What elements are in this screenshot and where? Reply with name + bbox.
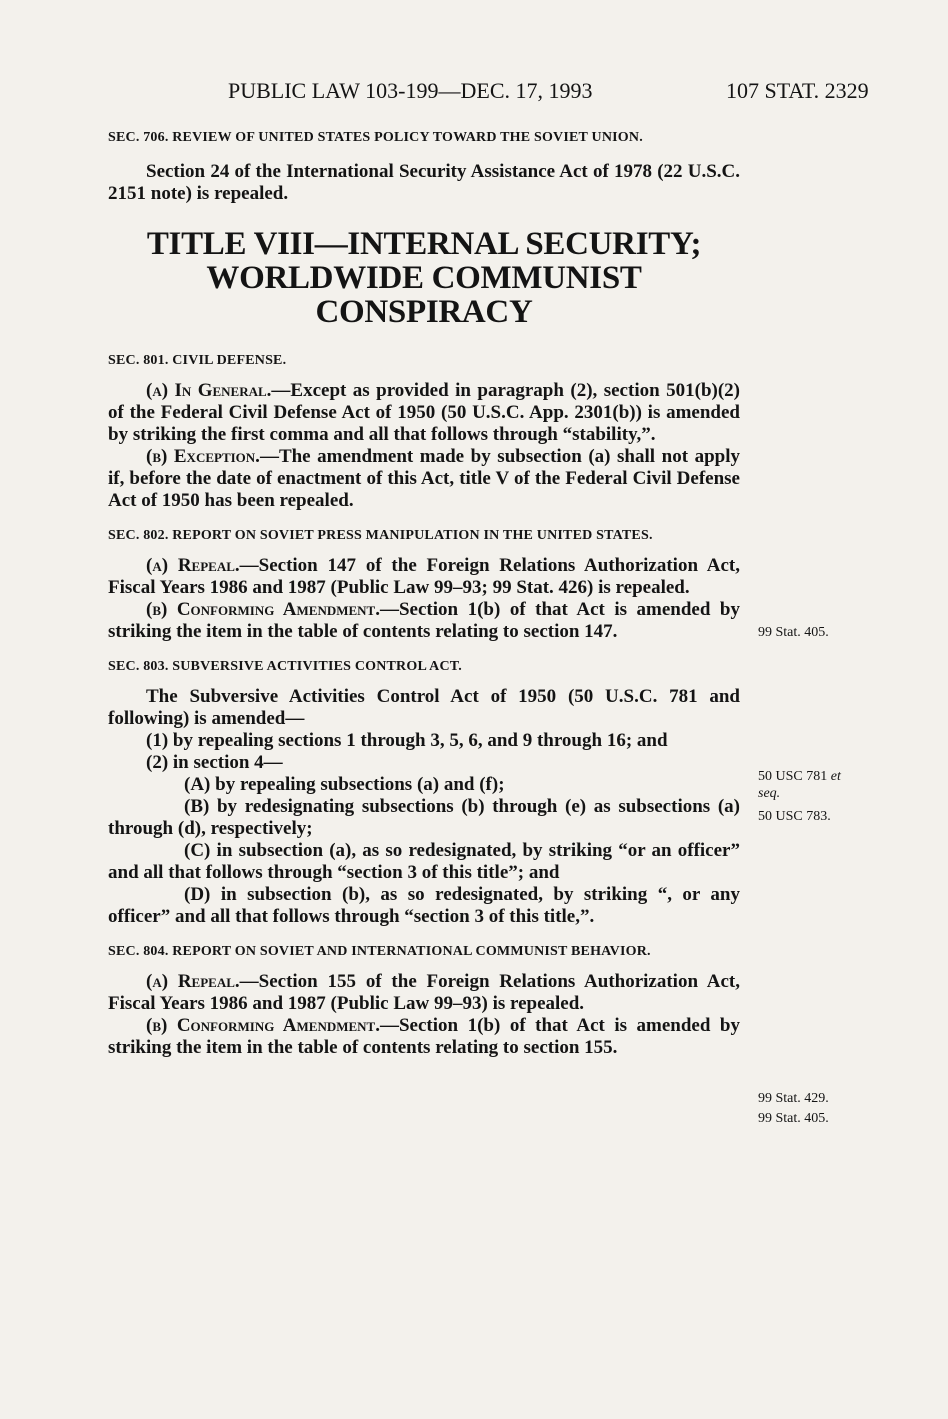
margin-note-804-b: 99 Stat. 405. (758, 1111, 829, 1126)
section-804-a: (a) Repeal.—Section 155 of the Foreign Relations Authorization Act, Fiscal Years 1986 and 1987 (Public Law 99–93) is repealed. (108, 971, 740, 1014)
section-802-a: (a) Repeal.—Section 147 of the Foreign Relations Authorization Act, Fiscal Years 1986 and 1987 (Public Law 99–93; 99 Stat. 426) is repealed. (108, 555, 740, 598)
title-line-2: WORLDWIDE COMMUNIST CONSPIRACY (206, 260, 642, 330)
section-803-para-C: (C) in subsection (a), as so redesignated, by striking “or an officer” and all that follows through “section 3 of this title”; and (108, 840, 740, 883)
header-citation: PUBLIC LAW 103-199—DEC. 17, 1993 (228, 78, 593, 103)
margin-note-803-1: 50 USC 781 et seq. (758, 769, 841, 801)
margin-note-803-2: 50 USC 783. (758, 809, 831, 824)
section-803-para-D: (D) in subsection (b), as so redesignated, by striking “, or any officer” and all that follows through “section 3 of this title,”. (108, 884, 740, 927)
header-page-number: 107 STAT. 2329 (726, 78, 869, 103)
title-heading (108, 227, 740, 329)
section-803-intro: The Subversive Activities Control Act of 1950 (50 U.S.C. 781 and following) is amended— (108, 686, 740, 729)
running-header (0, 78, 948, 108)
section-803-para-2: (2) in section 4— (146, 752, 283, 773)
margin-note-802: 99 Stat. 405. (758, 625, 829, 640)
section-802-heading: SEC. 802. REPORT ON SOVIET PRESS MANIPULATION IN THE UNITED STATES. (108, 528, 653, 543)
section-804-heading: SEC. 804. REPORT ON SOVIET AND INTERNATIONAL COMMUNIST BEHAVIOR. (108, 944, 651, 959)
section-802-b: (b) Conforming Amendment.—Section 1(b) of that Act is amended by striking the item in the table of contents relating to section 147. (108, 599, 740, 642)
section-803-para-A: (A) by repealing subsections (a) and (f); (184, 774, 505, 795)
section-803-para-B: (B) by redesignating subsections (b) through (e) as subsections (a) through (d), respectively; (108, 796, 740, 839)
section-801-b: (b) Exception.—The amendment made by subsection (a) shall not apply if, before the date of enactment of this Act, title V of the Federal Civil Defense Act of 1950 has been repealed. (108, 446, 740, 511)
title-line-1: TITLE VIII—INTERNAL SECURITY; (146, 226, 702, 262)
section-801-a: (a) In General.—Except as provided in paragraph (2), section 501(b)(2) of the Federal Civil Defense Act of 1950 (50 U.S.C. App. 2301(b)) is amended by striking the first comma and all that follows through “stability,”. (108, 380, 740, 445)
section-803-heading: SEC. 803. SUBVERSIVE ACTIVITIES CONTROL ACT. (108, 659, 462, 674)
section-706-text: Section 24 of the International Security Assistance Act of 1978 (22 U.S.C. 2151 note) is repealed. (108, 161, 740, 204)
section-804-b: (b) Conforming Amendment.—Section 1(b) of that Act is amended by striking the item in the table of contents relating to section 155. (108, 1015, 740, 1058)
section-706-heading: SEC. 706. REVIEW OF UNITED STATES POLICY TOWARD THE SOVIET UNION. (108, 130, 643, 145)
margin-note-804-a: 99 Stat. 429. (758, 1091, 829, 1106)
section-801-heading: SEC. 801. CIVIL DEFENSE. (108, 353, 287, 368)
main-text-column (108, 128, 740, 1059)
section-803-para-1: (1) by repealing sections 1 through 3, 5, 6, and 9 through 16; and (146, 730, 668, 751)
